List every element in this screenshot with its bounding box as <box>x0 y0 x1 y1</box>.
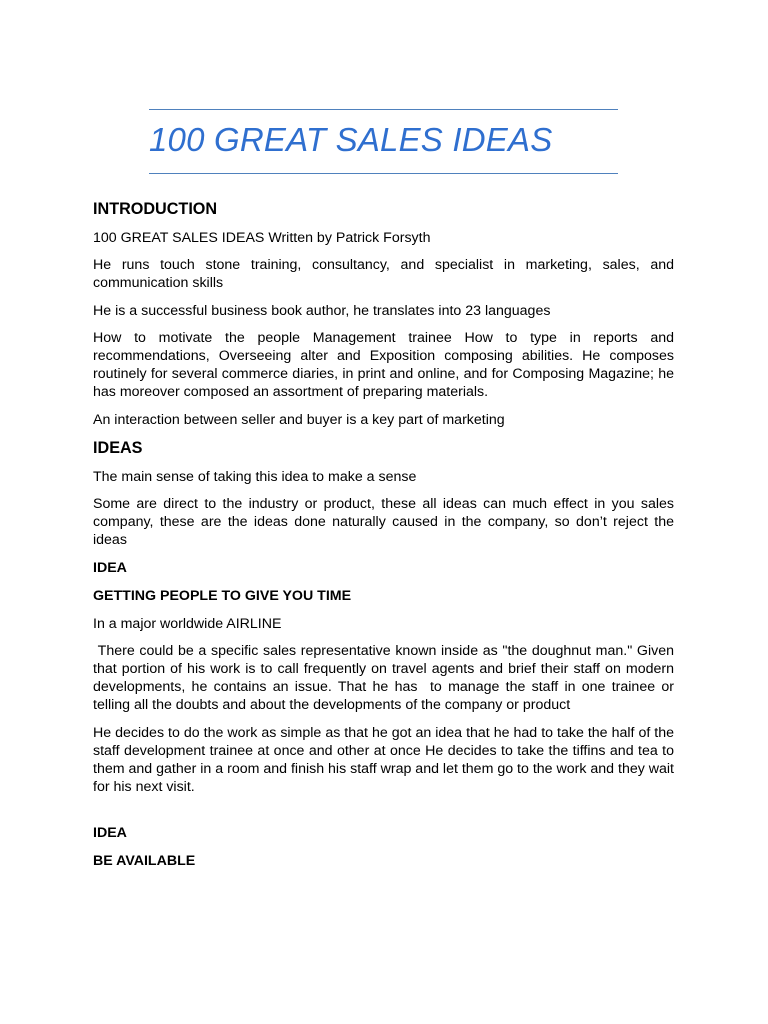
introduction-heading: INTRODUCTION <box>93 200 218 218</box>
title-rule-top <box>149 109 618 110</box>
intro-paragraph: He is a successful business book author, he translates into 23 languages <box>93 302 551 319</box>
idea-title: BE AVAILABLE <box>93 853 196 870</box>
document-body <box>93 199 678 880</box>
intro-paragraph: He runs touch stone training, consultancy, and specialist in marketing, sales, and communication skills <box>93 257 674 292</box>
idea-paragraph: He decides to do the work as simple as that he got an idea that he had to take the half of the staff development trainee at once and other at once He decides to take the tiffins and tea to them and gather in a room and finish his staff wrap and let them go to the work and they wait for his next visit. <box>93 724 674 796</box>
title-rule-bottom <box>149 173 618 174</box>
idea-paragraph: There could be a specific sales representative known inside as "the doughnut man." Given that portion of his work is to call frequently on travel agents and brief their staff on modern developments, he contains an issue. That he has to manage the staff in one trainee or telling all the doubts and about the developments of the company or product <box>93 642 678 714</box>
ideas-paragraph: The main sense of taking this idea to make a sense <box>93 468 417 485</box>
idea-paragraph: In a major worldwide AIRLINE <box>93 615 282 632</box>
idea-title: GETTING PEOPLE TO GIVE YOU TIME <box>93 587 352 604</box>
idea-label: IDEA <box>93 559 127 576</box>
idea-label: IDEA <box>93 825 127 842</box>
intro-paragraph: 100 GREAT SALES IDEAS Written by Patrick Forsyth <box>93 230 431 246</box>
intro-paragraph: An interaction between seller and buyer is a key part of marketing <box>93 411 505 428</box>
ideas-paragraph: Some are direct to the industry or product, these all ideas can much effect in you sales company, these are the ideas done naturally caused in the company, so don’t reject the ideas <box>93 496 674 549</box>
ideas-heading: IDEAS <box>93 438 143 457</box>
spacer <box>93 805 674 824</box>
document-title: 100 GREAT SALES IDEAS <box>149 121 553 158</box>
intro-paragraph: How to motivate the people Management trainee How to type in reports and recommendations, Overseeing alter and Exposition composing abilities. He composes routinely for several commerce diaries, in print and online, and for Composing Magazine; he has moreover composed an assortment of preparing materials. <box>93 329 674 401</box>
